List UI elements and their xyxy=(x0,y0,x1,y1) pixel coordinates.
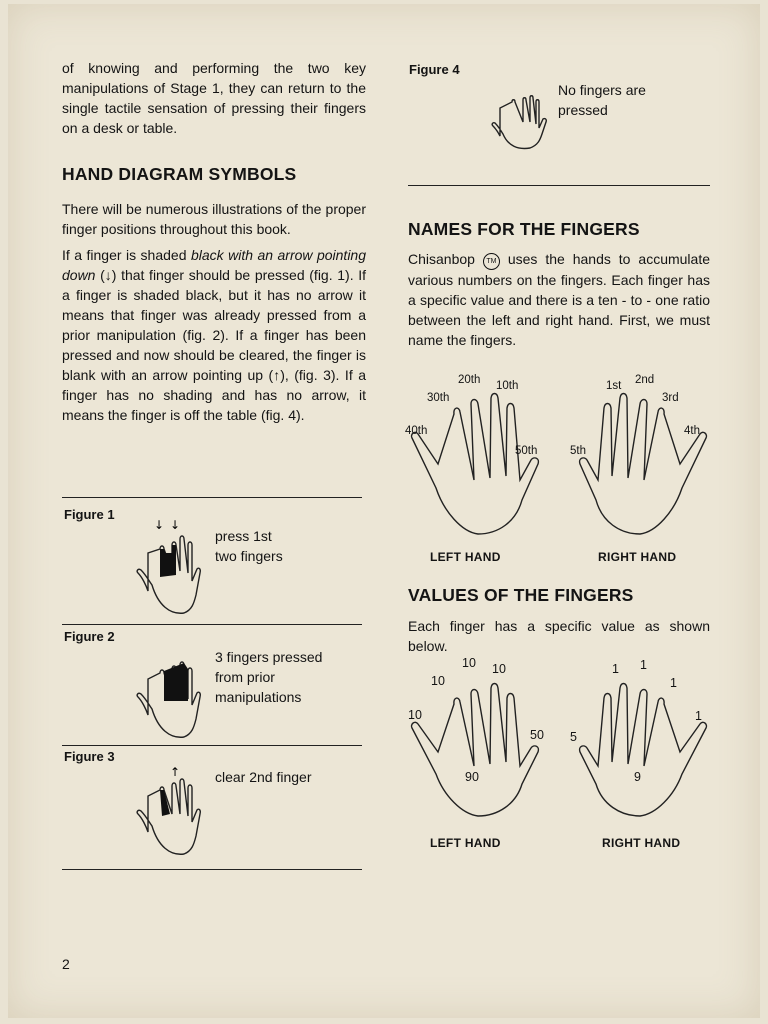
figure-2-label: Figure 2 xyxy=(64,629,115,644)
right-hand-outline xyxy=(580,684,707,817)
figure-1-label: Figure 1 xyxy=(64,507,115,522)
left-hand-outline xyxy=(412,394,539,535)
finger-name-label: 2nd xyxy=(635,374,655,386)
values-paragraph: Each finger has a specific value as shown below. xyxy=(408,618,710,654)
left-column xyxy=(62,58,366,425)
intro-paragraph: of knowing and performing the two key manipulations of Stage 1, they can return to the single tactile sensation of pressing their fingers on a desk or table. xyxy=(62,60,366,136)
finger-name-label: 10th xyxy=(496,380,519,392)
finger-value-label: 50 xyxy=(530,728,544,742)
hand-outline xyxy=(492,96,546,149)
finger-value-label: 10 xyxy=(462,656,476,670)
symbols-paragraph: If a finger is shaded black with an arrow pointing down (↓) that finger should be pressed (fig. 1). If a finger is shaded black, but it has no arrow it means that finger was already pressed from a prior manipulation (fig. 2). If a finger has been pressed and now should be cleared, the finger is blank with an arrow pointing up (↑), (fig. 3). If a finger has no shading and has no arrow, it means the finger is off the table (fig. 4). xyxy=(62,247,367,423)
pressed-finger xyxy=(164,663,188,701)
finger-name-label: 40th xyxy=(405,425,428,437)
finger-name-label: 3rd xyxy=(662,392,679,404)
names-paragraph: Chisanbop TM uses the hands to accumulate various numbers on the fingers. Each finger has a specific value and there is a ten - to - one ratio between the left and right hand. First, we must name the fingers. xyxy=(408,251,710,348)
names-heading: NAMES FOR THE FINGERS xyxy=(408,219,640,239)
hand-outline xyxy=(137,779,200,854)
figure-4-hand xyxy=(490,92,560,152)
finger-name-label: 1st xyxy=(606,380,622,392)
finger-name-label: 30th xyxy=(427,392,450,404)
values-heading: VALUES OF THE FINGERS xyxy=(408,585,634,605)
divider xyxy=(62,745,362,746)
trademark-icon: TM xyxy=(483,253,500,270)
right-hand-total: 9 xyxy=(634,770,641,784)
finger-value-label: 10 xyxy=(431,674,445,688)
arrow-down-icon: ↓ xyxy=(170,518,181,532)
left-hand-total: 90 xyxy=(465,770,479,784)
finger-value-label: 5 xyxy=(570,730,577,744)
left-hand-outline xyxy=(412,684,539,817)
figure-2-caption: 3 fingers pressed from prior manipulations xyxy=(215,649,323,705)
values-section xyxy=(408,585,710,656)
divider xyxy=(62,497,362,498)
finger-name-label: 4th xyxy=(684,425,700,437)
hand-diagram-heading: HAND DIAGRAM SYMBOLS xyxy=(62,164,297,184)
finger-name-label: 5th xyxy=(570,445,586,457)
figure-3-hand xyxy=(134,762,214,862)
arrow-up-icon: ↑ xyxy=(170,765,181,779)
finger-name-label: 50th xyxy=(515,445,538,457)
illustrations-paragraph: There will be numerous illustrations of the proper finger positions throughout this book. xyxy=(62,201,366,237)
finger-value-label: 1 xyxy=(640,658,647,672)
page-number: 2 xyxy=(62,956,70,972)
finger-value-label: 10 xyxy=(492,662,506,676)
figure-3-caption: clear 2nd finger xyxy=(215,769,312,785)
arrow-down-icon: ↓ xyxy=(154,518,165,532)
finger-name-label: 20th xyxy=(458,374,481,386)
right-hand-outline xyxy=(580,394,707,535)
finger-value-label: 10 xyxy=(408,708,422,722)
finger-value-label: 1 xyxy=(670,676,677,690)
pressed-finger xyxy=(164,553,172,575)
finger-value-label: 1 xyxy=(612,662,619,676)
left-hand-label: LEFT HAND xyxy=(430,836,501,850)
figure-1-hand xyxy=(134,515,214,620)
left-hand-label: LEFT HAND xyxy=(430,550,501,564)
finger-value-label: 1 xyxy=(695,709,702,723)
divider xyxy=(408,185,710,186)
figure-4-caption: No fingers are pressed xyxy=(558,82,646,118)
figure-1-caption: press 1st two fingers xyxy=(215,528,283,564)
names-section xyxy=(408,219,710,350)
right-hand-label: RIGHT HAND xyxy=(602,836,681,850)
values-hands-diagram xyxy=(408,666,710,828)
right-hand-label: RIGHT HAND xyxy=(598,550,677,564)
figure-2-hand xyxy=(134,655,214,745)
figure-4-label: Figure 4 xyxy=(409,62,460,77)
figure-3-label: Figure 3 xyxy=(64,749,115,764)
divider xyxy=(62,869,362,870)
divider xyxy=(62,624,362,625)
